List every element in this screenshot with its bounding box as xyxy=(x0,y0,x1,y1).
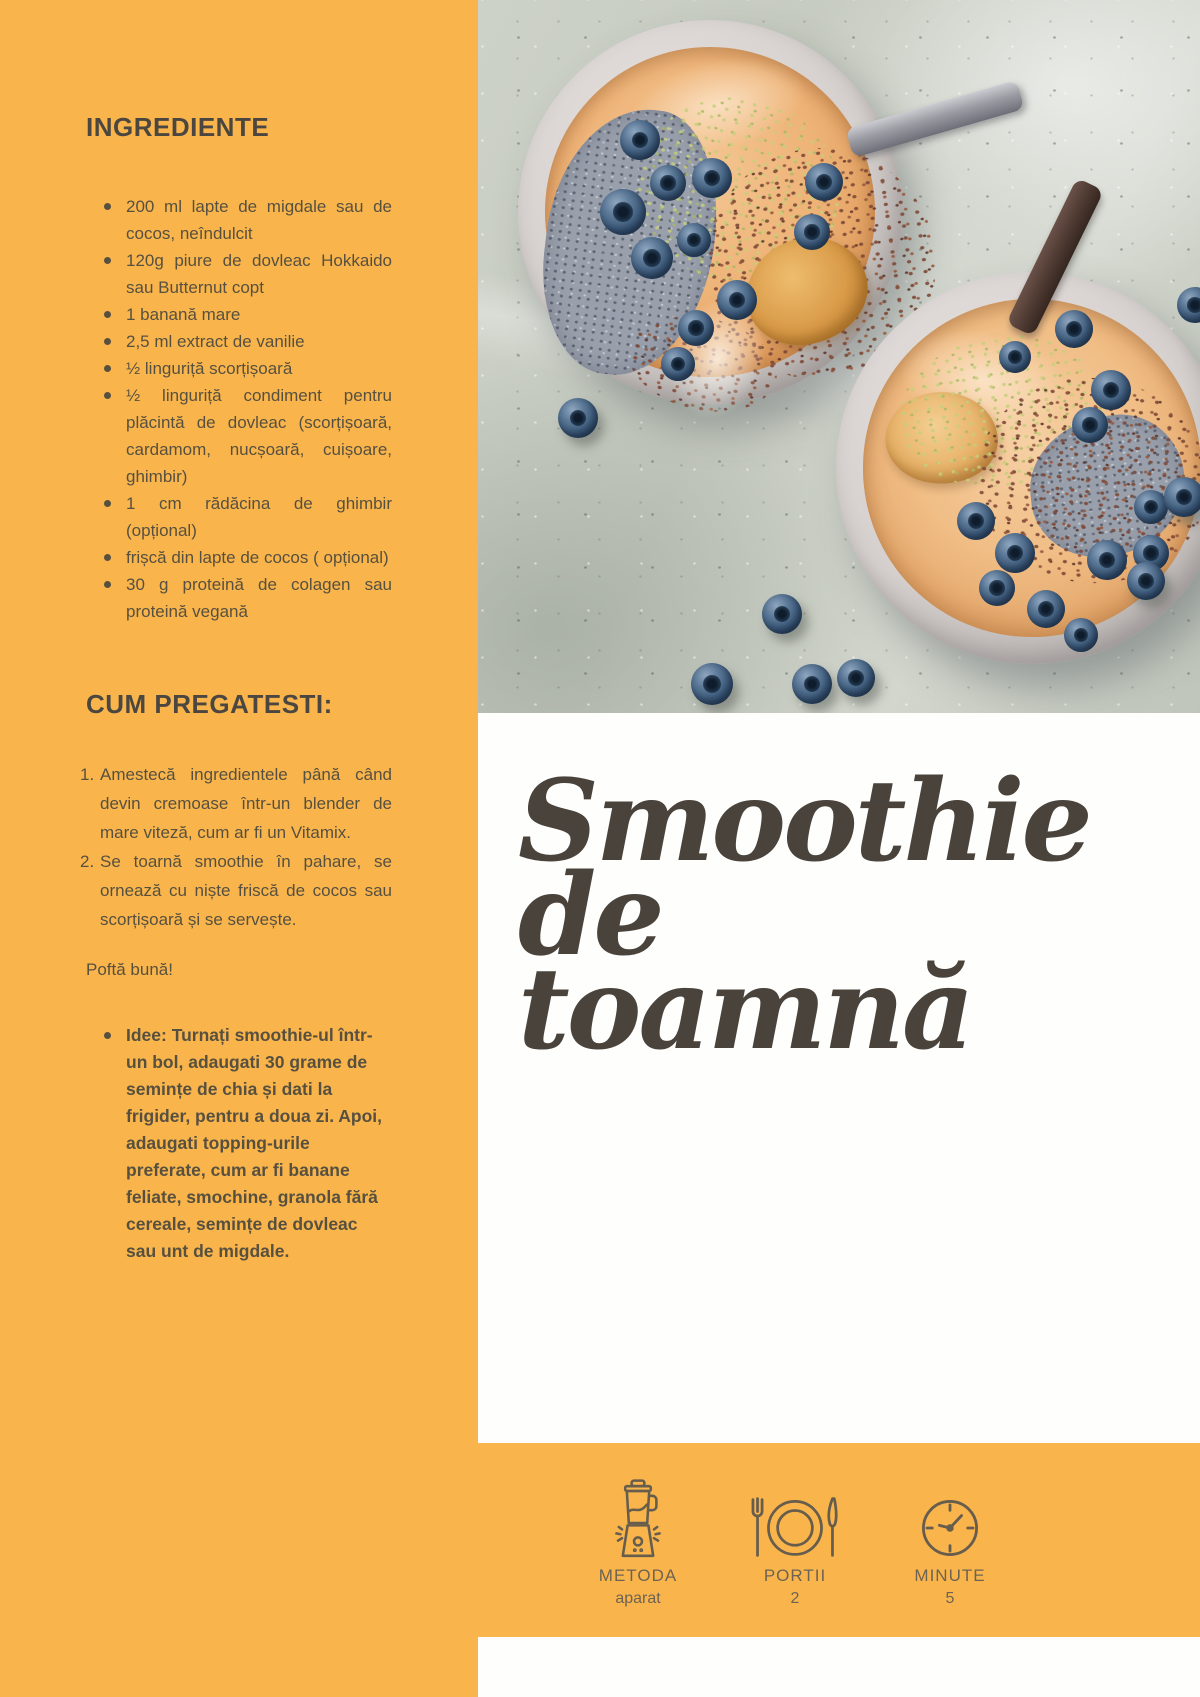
stat-portions xyxy=(713,1477,877,1608)
sidebar-content xyxy=(0,0,478,1265)
blueberry xyxy=(1164,477,1200,517)
smoothie-bowls-photo xyxy=(478,0,1200,713)
stat-value: aparat xyxy=(615,1590,661,1607)
stat-minutes xyxy=(868,1477,1032,1608)
ingredients-heading: INGREDIENTE xyxy=(86,112,270,142)
ingredient-item: 200 ml lapte de migdale sau de cocos, neîndulcit xyxy=(104,193,392,247)
blueberry xyxy=(792,664,832,704)
stat-method xyxy=(556,1477,720,1608)
blueberry xyxy=(1064,618,1098,652)
blueberry xyxy=(837,659,875,697)
step-item: Amestecă ingredientele până când devin cremoase într-un blender de mare viteză, cum ar fi un Vitamix. xyxy=(100,765,392,842)
stat-label: MINUTE xyxy=(914,1566,986,1585)
blueberry xyxy=(1072,407,1108,443)
steps-list xyxy=(80,760,392,934)
method-heading: CUM PREGATESTI: xyxy=(86,689,333,719)
blueberry xyxy=(957,502,995,540)
blueberry xyxy=(979,570,1015,606)
blueberry xyxy=(1134,490,1168,524)
plate-icon xyxy=(713,1477,877,1559)
blueberry xyxy=(631,237,673,279)
blueberry xyxy=(1087,540,1127,580)
blueberry xyxy=(558,398,598,438)
recipe-title xyxy=(518,756,1090,1075)
stat-value: 2 xyxy=(790,1590,800,1607)
blueberry xyxy=(620,120,660,160)
blueberry xyxy=(661,347,695,381)
blueberry xyxy=(762,594,802,634)
blender-icon xyxy=(556,1477,720,1559)
ingredient-item: ½ linguriță condiment pentru plăcintă de dovleac (scorțișoară, cardamom, nucșoară, cuișoare, ghimbir) xyxy=(104,382,392,490)
title-line: toamnă xyxy=(518,944,972,1075)
stat-label: METODA xyxy=(598,1566,678,1585)
blueberry xyxy=(999,341,1031,373)
blueberry xyxy=(600,189,646,235)
ingredient-item: 1 cm rădăcina de ghimbir (opțional) xyxy=(104,490,392,544)
blueberry xyxy=(692,158,732,198)
blueberry xyxy=(691,663,733,705)
stat-label: PORTII xyxy=(763,1566,827,1585)
ingredient-item: 120g piure de dovleac Hokkaido sau Butternut copt xyxy=(104,247,392,301)
ingredient-item: 2,5 ml extract de vanilie xyxy=(104,328,392,355)
stat-value: 5 xyxy=(945,1590,955,1607)
blueberry xyxy=(717,280,757,320)
title-line: de xyxy=(518,850,662,981)
blueberry xyxy=(650,165,686,201)
blueberry xyxy=(1027,590,1065,628)
closing-note: Poftă bună! xyxy=(86,960,173,979)
step-item: Se toarnă smoothie în pahare, se ornează cu niște friscă de cocos sau scorțișoară și se servește. xyxy=(100,852,392,929)
tip-item: Idee: Turnați smoothie-ul într-un bol, adaugati 30 grame de semințe de chia și dati la frigider, pentru a doua zi. Apoi, adaugati topping-urile preferate, cum ar fi banane feliate, smochine, granola fără cereale, semințe de dovleac sau unt de migdale. xyxy=(104,1022,392,1265)
title-line: Smoothie xyxy=(518,756,1090,887)
blueberry xyxy=(678,310,714,346)
blueberry xyxy=(805,163,843,201)
blueberry xyxy=(794,214,830,250)
ingredient-item: ½ linguriță scorțișoară xyxy=(104,355,392,382)
ingredients-list xyxy=(104,193,392,625)
info-band xyxy=(0,1443,1200,1637)
clock-icon xyxy=(868,1477,1032,1559)
blueberry xyxy=(1055,310,1093,348)
ingredient-item: 1 banană mare xyxy=(104,301,392,328)
blueberry xyxy=(1127,562,1165,600)
blueberry xyxy=(995,533,1035,573)
ingredient-item: frișcă din lapte de cocos ( opțional) xyxy=(104,544,392,571)
tip-list xyxy=(104,1022,392,1265)
blueberry xyxy=(1091,370,1131,410)
blueberry xyxy=(677,223,711,257)
ingredient-item: 30 g proteină de colagen sau proteină vegană xyxy=(104,571,392,625)
